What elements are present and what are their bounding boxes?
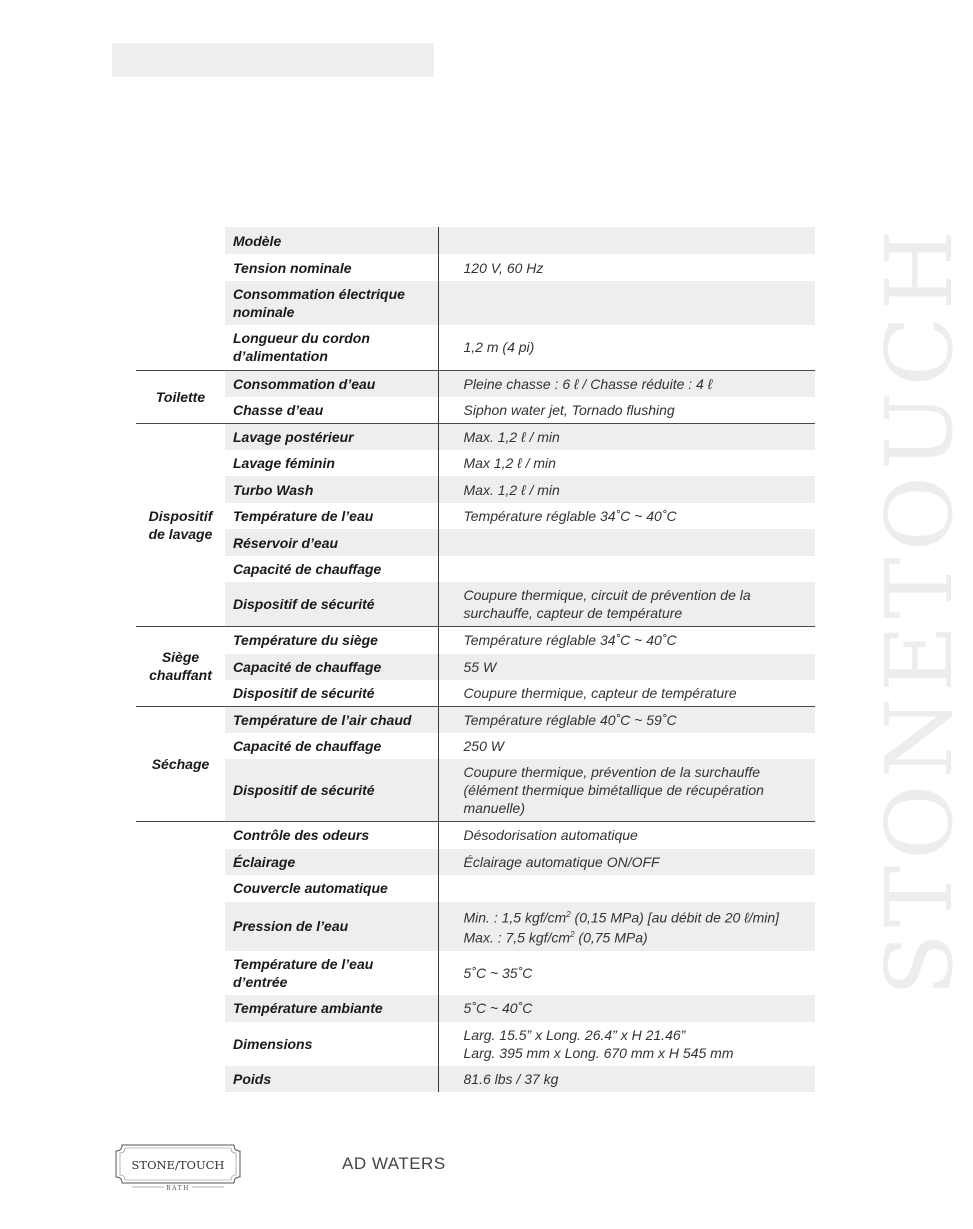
row-label: Éclairage (225, 849, 438, 875)
table-row (136, 450, 815, 476)
row-value: 120 V, 60 Hz (463, 259, 544, 276)
row-value: Max. 1,2 ℓ / min (438, 423, 815, 450)
row-value: Éclairage automatique ON/OFF (438, 849, 815, 875)
row-value (438, 902, 815, 951)
row-value (438, 875, 815, 902)
row-label: Dispositif de sécurité (225, 759, 438, 822)
row-label: Consommation d’eau (225, 370, 438, 397)
table-row (136, 1022, 815, 1066)
row-value: Max. 1,2 ℓ / min (438, 476, 815, 503)
table-row (136, 902, 815, 951)
table-row (136, 680, 815, 707)
row-label: Dispositif de sécurité (225, 680, 438, 707)
table-row (136, 627, 815, 654)
group-other (136, 822, 225, 1092)
row-label: Chasse d’eau (225, 397, 438, 424)
row-value: 5˚C ~ 40˚C (438, 995, 815, 1022)
stonetouch-logo-text: STONE/TOUCH (131, 1158, 225, 1172)
row-label: Température de l’eau d’entrée (225, 951, 438, 995)
table-row (136, 503, 815, 529)
stonetouch-logo-sub: BATH (166, 1185, 190, 1192)
row-value: Pleine chasse : 6 ℓ / Chasse réduite : 4 ℓ (438, 370, 815, 397)
row-value: Désodorisation automatique (438, 822, 815, 849)
stonetouch-logo (112, 1143, 244, 1193)
row-value: Max 1,2 ℓ / min (463, 455, 556, 471)
row-label: Capacité de chauffage (225, 556, 438, 582)
row-value: Température réglable 34˚C ~ 40˚C (438, 627, 815, 654)
row-label: Capacité de chauffage (225, 733, 438, 759)
row-value: 250 W (463, 738, 504, 754)
table-row (136, 951, 815, 995)
table-row (136, 733, 815, 759)
row-value: Coupure thermique, prévention de la surchauffe (élément thermique bimétallique de récupération manuelle) (438, 759, 815, 822)
table-row (136, 556, 815, 582)
row-value: Siphon water jet, Tornado flushing (463, 401, 675, 418)
row-label: Consommation électrique nominale (225, 281, 438, 325)
row-label: Température du siège (225, 627, 438, 654)
header-title-bar (112, 43, 434, 77)
pressure-max-tail: (0,75 MPa) (574, 929, 648, 946)
table-row (136, 476, 815, 503)
row-label: Turbo Wash (225, 476, 438, 503)
table-row (136, 582, 815, 627)
row-label: Contrôle des odeurs (225, 822, 438, 849)
pressure-min-tail: (0,15 MPa) [au débit de 20 ℓ/min] (570, 909, 780, 926)
row-value: 1,2 m (4 pi) (463, 339, 535, 356)
row-label: Température ambiante (225, 995, 438, 1022)
table-row (136, 529, 815, 556)
row-label: Pression de l’eau (225, 902, 438, 951)
group-siege-label: Siège chauffant (149, 649, 212, 684)
table-row (136, 849, 815, 875)
row-value: 55 W (438, 654, 815, 680)
row-value: Coupure thermique, circuit de prévention de la surchauffe, capteur de température (438, 582, 815, 627)
row-value: 81.6 lbs / 37 kg (438, 1066, 815, 1092)
superscript: 2 (566, 909, 571, 919)
group-sechage: Séchage (136, 706, 225, 822)
table-row (136, 227, 815, 254)
row-label: Lavage postérieur (225, 423, 438, 450)
table-row (136, 1066, 815, 1092)
brand-watermark (866, 45, 973, 1185)
row-label: Longueur du cordon d’alimentation (225, 325, 438, 370)
pressure-min-text: Min. : 1,5 kgf/cm (463, 909, 567, 926)
row-value (438, 1022, 815, 1066)
row-value (438, 556, 815, 582)
row-value: Coupure thermique, capteur de température (463, 684, 737, 701)
row-value (438, 281, 815, 325)
table-row (136, 325, 815, 370)
table-row (136, 822, 815, 849)
row-value (438, 227, 815, 254)
row-label: Dimensions (225, 1022, 438, 1066)
table-row (136, 423, 815, 450)
table-row (136, 875, 815, 902)
row-value (438, 529, 815, 556)
group-lavage-label: Dispositif de lavage (148, 507, 213, 542)
pressure-max-text: Max. : 7,5 kgf/cm (463, 929, 571, 946)
ad-waters-logo: AD WATERS (342, 1154, 446, 1173)
group-general (136, 227, 225, 370)
table-row (136, 706, 815, 733)
dimensions-imperial: Larg. 15.5” x Long. 26.4” x H 21.46” (463, 1026, 686, 1043)
superscript: 2 (570, 930, 575, 940)
row-label: Couvercle automatique (225, 875, 438, 902)
row-value: Température réglable 34˚C ~ 40˚C (463, 508, 677, 524)
dimensions-metric: Larg. 395 mm x Long. 670 mm x H 545 mm (463, 1044, 734, 1061)
table-row (136, 370, 815, 397)
row-value: Température réglable 40˚C ~ 59˚C (438, 706, 815, 733)
table-row (136, 995, 815, 1022)
row-label: Tension nominale (225, 254, 438, 281)
row-label: Température de l’air chaud (225, 706, 438, 733)
table-row (136, 759, 815, 822)
row-label: Réservoir d’eau (225, 529, 438, 556)
row-label: Dispositif de sécurité (225, 582, 438, 627)
row-value: 5˚C ~ 35˚C (463, 964, 533, 981)
group-siege (136, 627, 225, 707)
row-label: Modèle (225, 227, 438, 254)
row-label: Poids (225, 1066, 438, 1092)
table-row (136, 397, 815, 424)
row-label: Capacité de chauffage (225, 654, 438, 680)
table-row (136, 654, 815, 680)
table-row (136, 281, 815, 325)
brand-watermark-text: STONETOUCH (866, 223, 973, 997)
table-row (136, 254, 815, 281)
group-toilette: Toilette (136, 370, 225, 423)
specifications-table (136, 227, 815, 1092)
row-label: Lavage féminin (225, 450, 438, 476)
group-lavage (136, 423, 225, 627)
row-label: Température de l’eau (225, 503, 438, 529)
